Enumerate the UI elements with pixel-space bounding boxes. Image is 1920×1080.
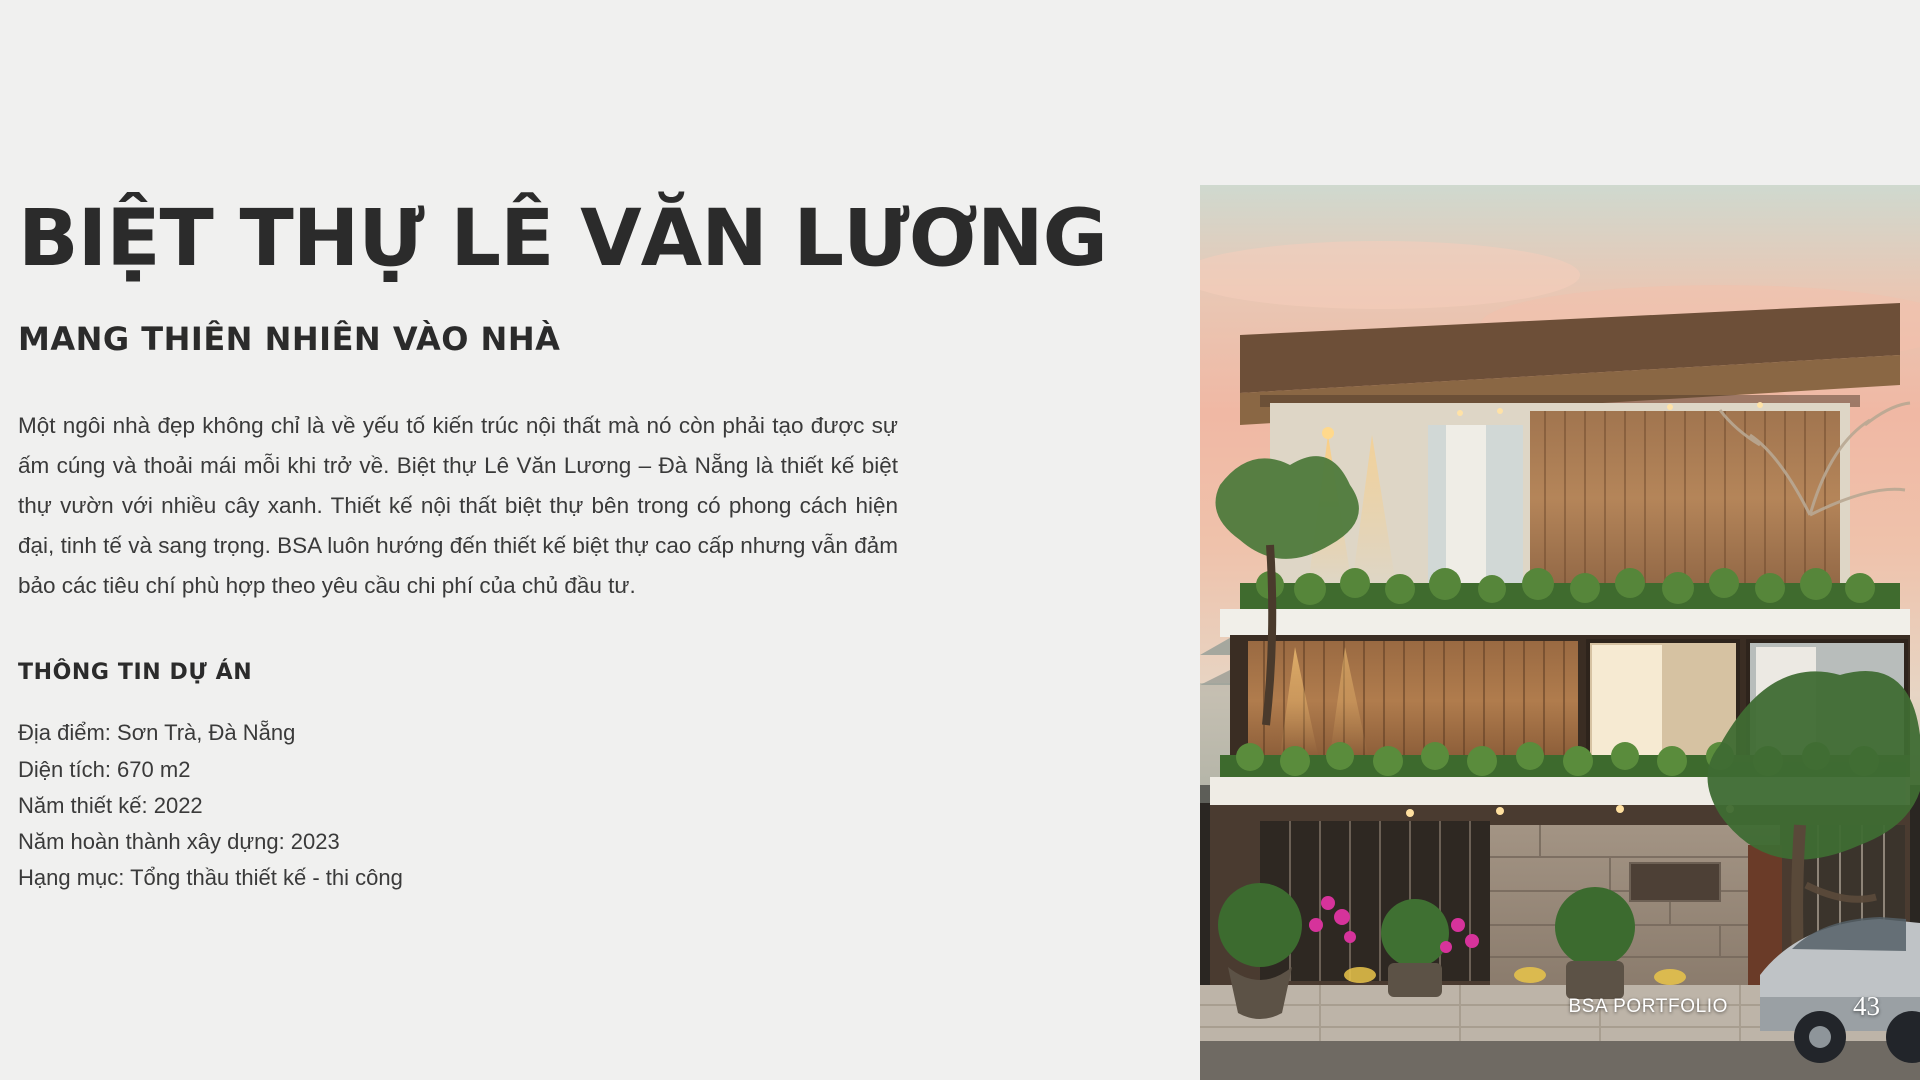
portfolio-caption: BSA PORTFOLIO bbox=[1568, 996, 1728, 1017]
list-item: Địa điểm: Sơn Trà, Đà Nẵng bbox=[18, 720, 296, 746]
photo-illustration bbox=[1200, 185, 1920, 1080]
list-item: Năm thiết kế: 2022 bbox=[18, 792, 203, 818]
villa-exterior-photo bbox=[1200, 185, 1920, 1080]
project-info-list bbox=[18, 715, 1200, 896]
page-title: BIỆT THỰ LÊ VĂN LƯƠNG bbox=[18, 194, 1107, 284]
list-item: Năm hoàn thành xây dựng: 2023 bbox=[18, 829, 340, 855]
list-item: Diện tích: 670 m2 bbox=[18, 756, 191, 782]
project-info-heading: THÔNG TIN DỰ ÁN bbox=[18, 660, 253, 686]
body-paragraph: Một ngôi nhà đẹp không chỉ là về yếu tố kiến trúc nội thất mà nó còn phải tạo được sự ấm cúng và thoải mái mỗi khi trở về. Biệt thự Lê Văn Lương – Đà Nẵng là thiết kế biệt thự vườn với nhiều cây xanh. Thiết kế nội thất biệt thự bên trong có phong cách hiện đại, tinh tế và sang trọng. BSA luôn hướng đến thiết kế biệt thự cao cấp nhưng vẫn đảm bảo các tiêu chí phù hợp theo yêu cầu chi phí của chủ đầu tư. bbox=[18, 413, 898, 599]
page-subtitle: MANG THIÊN NHIÊN VÀO NHÀ bbox=[18, 320, 561, 358]
list-item: Hạng mục: Tổng thầu thiết kế - thi công bbox=[18, 865, 403, 891]
page-number: 43 bbox=[1853, 991, 1880, 1021]
